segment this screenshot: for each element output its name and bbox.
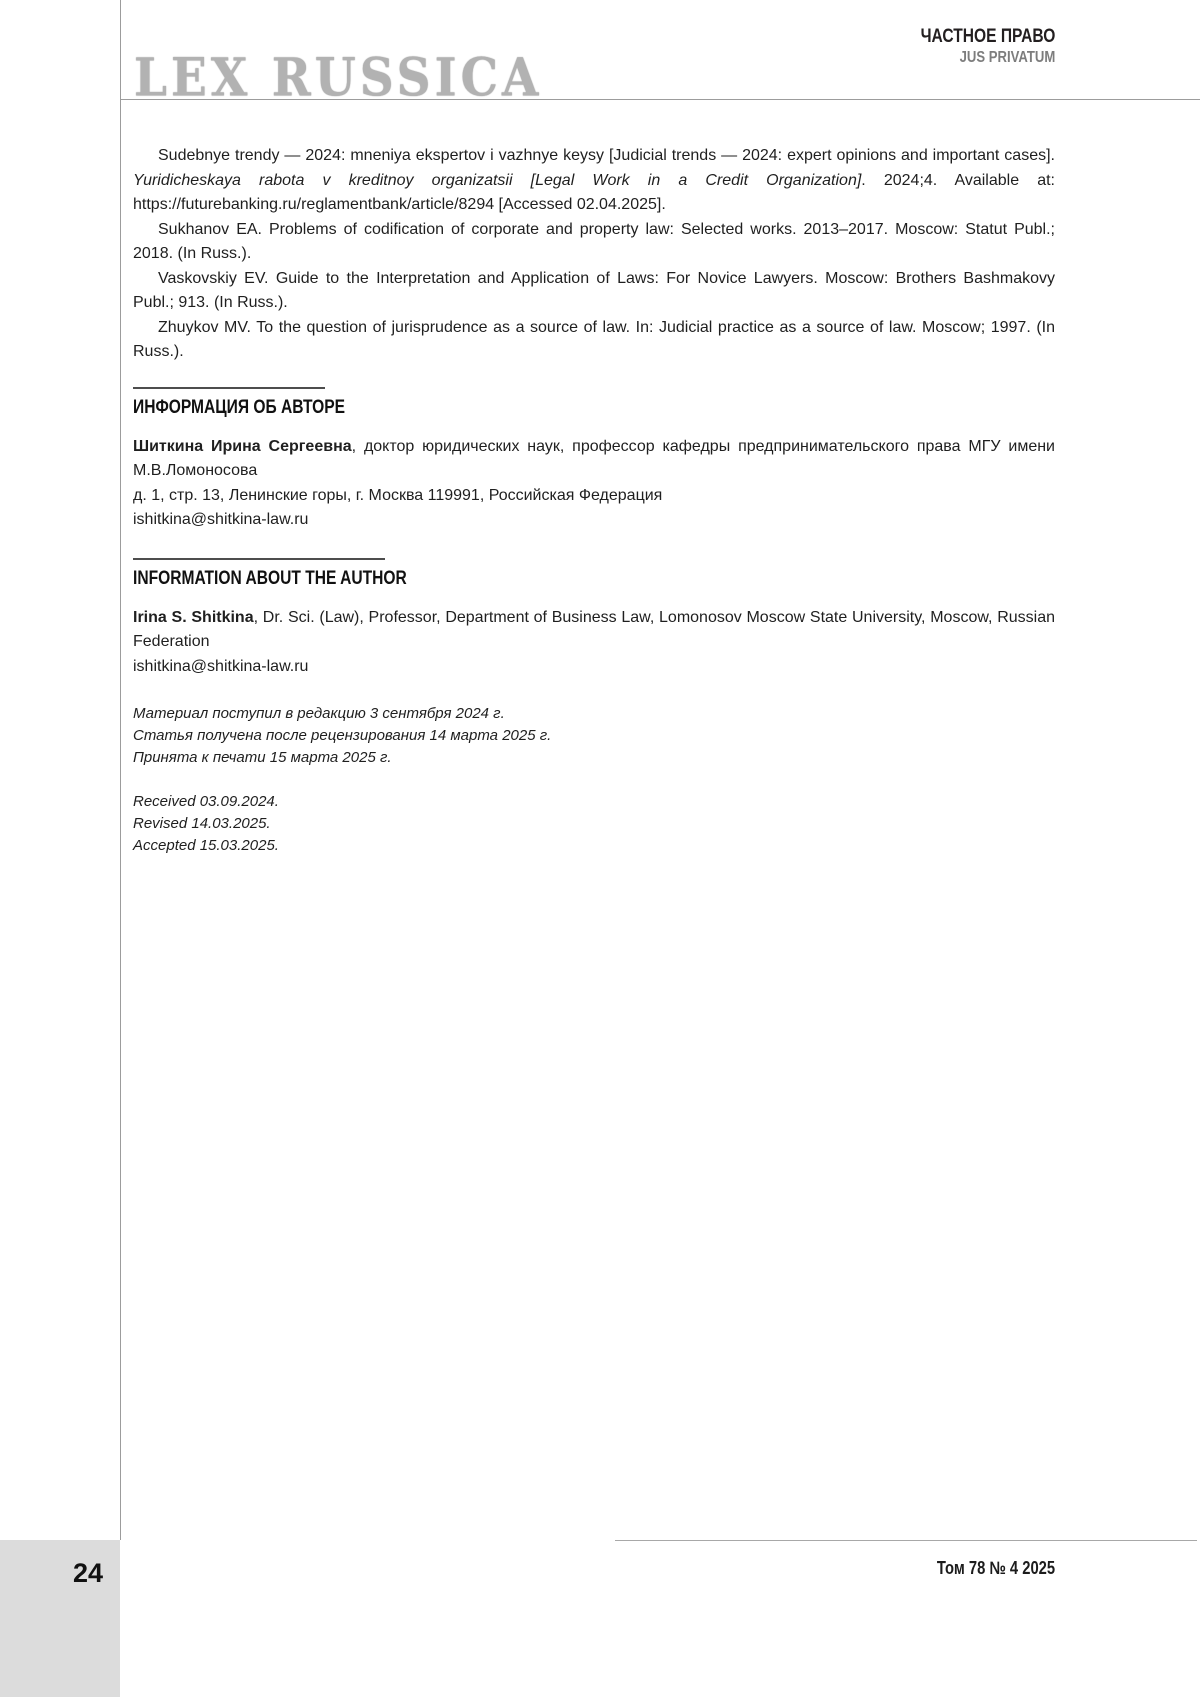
author-email-ru: ishitkina@shitkina-law.ru <box>133 511 309 528</box>
author-address-ru: д. 1, стр. 13, Ленинские горы, г. Москва 119991, Российская Федерация <box>133 486 663 504</box>
page-header <box>120 0 1200 109</box>
section-title-ru: ЧАСТНОЕ ПРАВО <box>920 26 1055 47</box>
reference-text: Sukhanov EA. Problems of codification of corporate and property law: Selected works. 2013–2017. Moscow: Statut Publ.; 2018. (In Russ.). <box>133 220 1055 262</box>
date-revised-ru: Статья получена после рецензирования 14 марта 2025 г. <box>133 727 552 744</box>
journal-logo: LEX RUSSICA <box>134 47 543 109</box>
author-info-heading-en: INFORMATION ABOUT THE AUTHOR <box>133 567 407 589</box>
author-name-en: Irina S. Shitkina <box>133 608 254 626</box>
reference-item <box>133 144 1055 218</box>
reference-text: Sudebnye trendy — 2024: mneniya ekspertov i vazhnye keysy [Judicial trends — 2024: expert opinions and important cases]. <box>158 147 1055 164</box>
author-description-en <box>133 606 1055 655</box>
date-accepted-en: Accepted 15.03.2025. <box>133 837 279 854</box>
reference-list <box>133 144 1055 365</box>
author-info-heading-ru: ИНФОРМАЦИЯ ОБ АВТОРЕ <box>133 396 345 418</box>
author-details-ru: , доктор юридических наук, профессор кафедры предпринимательского права МГУ имени М.В.Ломоносова <box>133 437 1055 479</box>
main-content <box>133 99 1055 857</box>
reference-item <box>133 218 1055 267</box>
reference-item <box>133 316 1055 365</box>
author-description-ru <box>133 435 1055 484</box>
footer-volume-info: Том 78 № 4 2025 <box>936 1558 1055 1578</box>
author-email-en: ishitkina@shitkina-law.ru <box>133 657 309 675</box>
reference-item <box>133 267 1055 316</box>
date-accepted-ru: Принята к печати 15 марта 2025 г. <box>133 749 392 766</box>
date-revised-en: Revised 14.03.2025. <box>133 815 271 832</box>
author-info-ru <box>133 435 1055 533</box>
author-details-en: , Dr. Sci. (Law), Professor, Department of Business Law, Lomonosov Moscow State University, Moscow, Russian Federation <box>133 608 1055 650</box>
submission-dates-en <box>133 791 1055 857</box>
reference-text: . 2024;4. Available at: https://futurebanking.ru/reglamentbank/article/8294 [Accessed 02.04.2025]. <box>133 171 1055 213</box>
date-received-ru: Материал поступил в редакцию 3 сентября 2024 г. <box>133 705 505 722</box>
reference-source-italic: Yuridicheskaya rabota v kreditnoy organizatsii [Legal Work in a Credit Organization] <box>133 171 862 189</box>
section-divider <box>133 558 385 560</box>
submission-dates-ru <box>133 703 1055 769</box>
date-received-en: Received 03.09.2024. <box>133 793 279 810</box>
author-name-ru: Шиткина Ирина Сергеевна <box>133 437 352 455</box>
left-vertical-rule <box>120 0 121 1540</box>
footer-rule <box>615 1540 1197 1541</box>
author-info-en <box>133 606 1055 680</box>
reference-text: Vaskovskiy EV. Guide to the Interpretation and Application of Laws: For Novice Lawyers. Moscow: Brothers Bashmakovy Publ.; 913. (In Russ.). <box>133 269 1055 311</box>
section-divider <box>133 387 325 389</box>
header-section-titles <box>891 26 1055 67</box>
section-title-latin: JUS PRIVATUM <box>959 49 1055 66</box>
reference-text: Zhuykov MV. To the question of jurisprudence as a source of law. In: Judicial practice as a source of law. Moscow; 1997. (In Russ.). <box>133 318 1055 360</box>
page-number-tab <box>0 1540 120 1697</box>
page-number: 24 <box>72 1558 103 1588</box>
